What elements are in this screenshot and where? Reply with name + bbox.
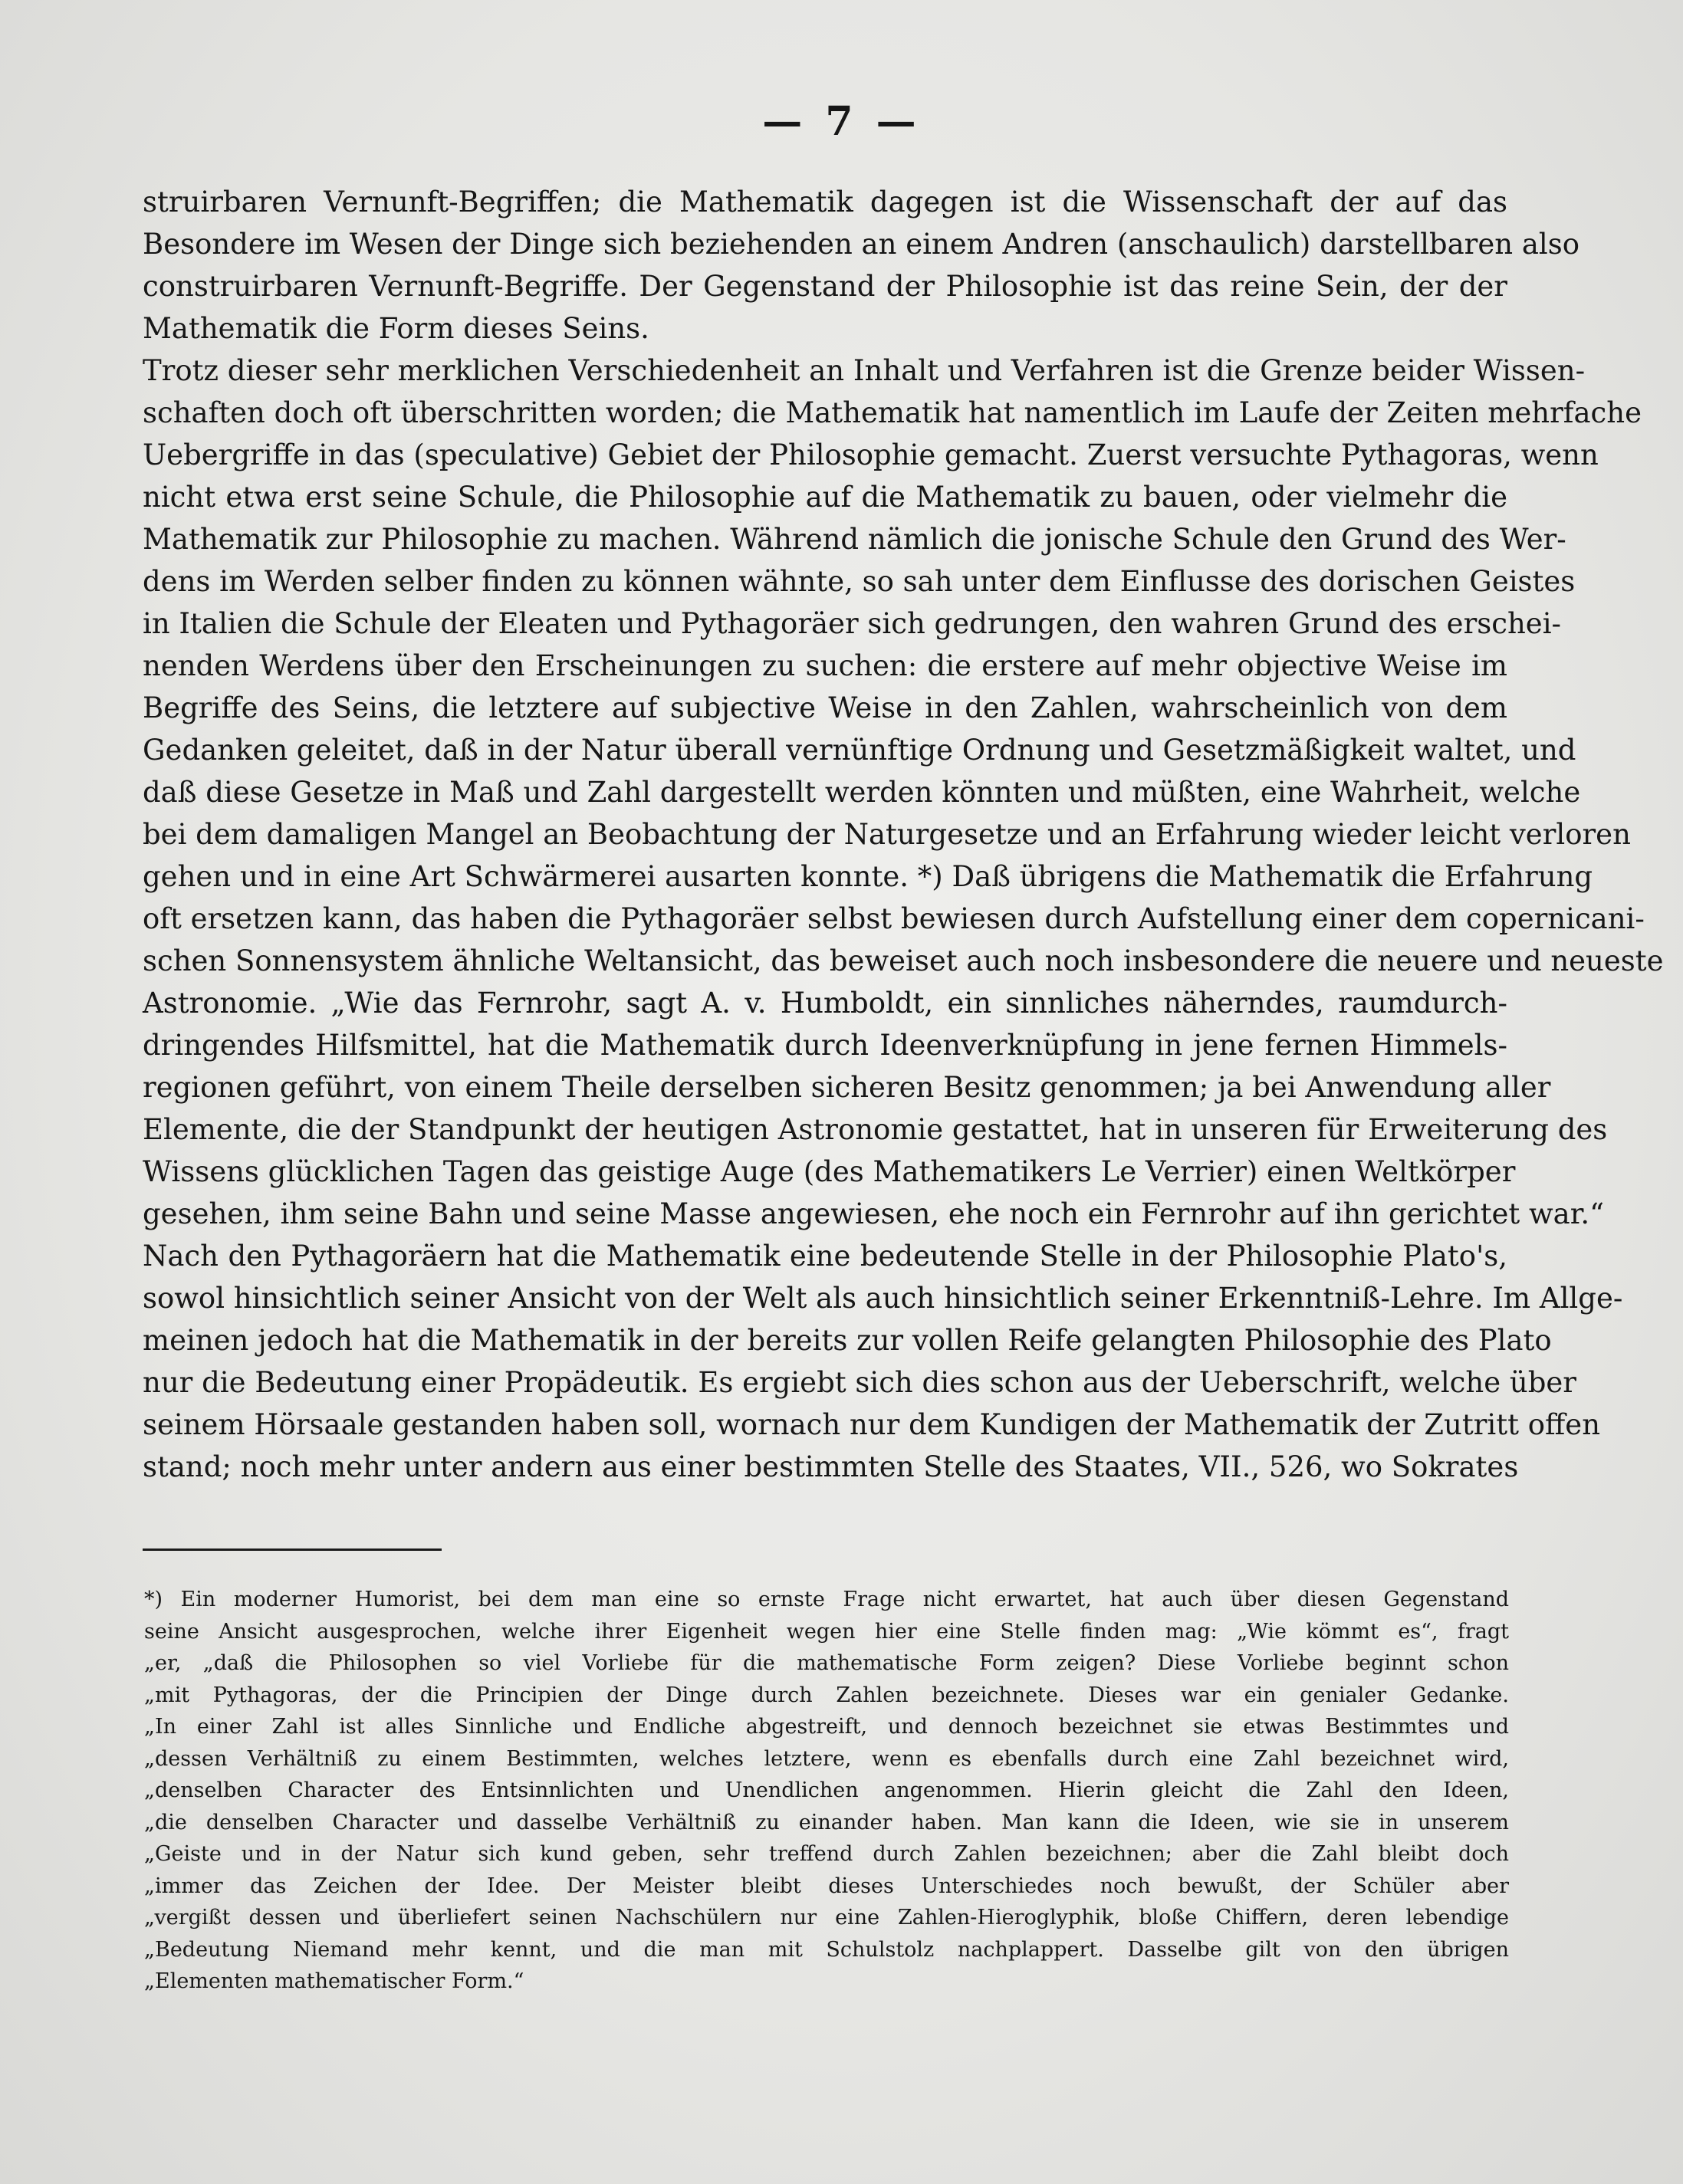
footnote-line: „denselben Character des Entsinnlichten und Unendlichen angenommen. Hierin gleicht die Zahl den Ideen, xyxy=(144,1778,1509,1802)
footnote-line: *) Ein moderner Humorist, bei dem man eine so ernste Frage nicht erwartet, hat auch über diesen Gegenstand xyxy=(144,1588,1509,1611)
text-line: nenden Werdens über den Erscheinungen zu suchen: die erstere auf mehr objective Weise im xyxy=(143,649,1507,682)
footnote-line: „vergißt dessen und überliefert seinen Nachschülern nur eine Zahlen-Hieroglyphik, bloße Chiffern, deren lebendige xyxy=(144,1906,1509,1929)
footnote-line: „Geiste und in der Natur sich kund geben, sehr treffend durch Zahlen bezeichnen; aber die Zahl bleibt doch xyxy=(144,1842,1509,1866)
text-line: Mathematik zur Philosophie zu machen. Während nämlich die jonische Schule den Grund des Wer- xyxy=(143,523,1566,556)
footnote-line: „Bedeutung Niemand mehr kennt, und die man mit Schulstolz nachplappert. Dasselbe gilt von den übrigen xyxy=(144,1937,1509,1962)
text-line: dringendes Hilfsmittel, hat die Mathematik durch Ideenverknüpfung in jene fernen Himmels- xyxy=(143,1029,1507,1062)
text-line: schen Sonnensystem ähnliche Weltansicht, das beweiset auch noch insbesondere die neuere und neueste xyxy=(143,944,1664,977)
text-line: oft ersetzen kann, das haben die Pythagoräer selbst bewiesen durch Aufstellung einer dem copernicani- xyxy=(143,902,1645,935)
main-text xyxy=(143,181,1664,1488)
footnote-divider xyxy=(143,1549,442,1551)
text-line: nur die Bedeutung einer Propädeutik. Es ergiebt sich dies schon aus der Ueberschrift, welche über xyxy=(143,1366,1576,1399)
text-line: Nach den Pythagoräern hat die Mathematik eine bedeutende Stelle in der Philosophie Plato's, xyxy=(143,1240,1507,1273)
text-line: schaften doch oft überschritten worden; die Mathematik hat namentlich im Laufe der Zeiten mehrfache xyxy=(143,396,1642,429)
text-line: Trotz dieser sehr merklichen Verschiedenheit an Inhalt und Verfahren ist die Grenze beider Wissen- xyxy=(143,354,1586,387)
footnote-line: „er, „daß die Philosophen so viel Vorliebe für die mathematische Form zeigen? Diese Vorliebe beginnt schon xyxy=(144,1651,1509,1675)
text-line: bei dem damaligen Mangel an Beobachtung der Naturgesetze und an Erfahrung wieder leicht verloren xyxy=(143,818,1631,851)
text-line: Wissens glücklichen Tagen das geistige Auge (des Mathematikers Le Verrier) einen Weltkörper xyxy=(143,1155,1516,1188)
text-line: Elemente, die der Standpunkt der heutigen Astronomie gestattet, hat in unseren für Erweiterung des xyxy=(143,1113,1608,1146)
text-line: daß diese Gesetze in Maß und Zahl dargestellt werden könnten und müßten, eine Wahrheit, welche xyxy=(143,776,1581,809)
footnote-line: „Elementen mathematischer Form.“ xyxy=(144,1969,524,1993)
footnote xyxy=(144,1584,1509,1998)
footnote-line: „die denselben Character und dasselbe Verhältniß zu einander haben. Man kann die Ideen, wie sie in unserem xyxy=(144,1810,1509,1834)
text-line: stand; noch mehr unter andern aus einer bestimmten Stelle des Staates, VII., 526, wo Sokrates xyxy=(143,1450,1519,1483)
footnote-line: „In einer Zahl ist alles Sinnliche und Endliche abgestreift, und dennoch bezeichnet sie etwas Bestimmtes und xyxy=(144,1715,1509,1739)
text-line: gesehen, ihm seine Bahn und seine Masse angewiesen, ehe noch ein Fernrohr auf ihn gerichtet war.“ xyxy=(143,1197,1605,1230)
text-line: seinem Hörsaale gestanden haben soll, wornach nur dem Kundigen der Mathematik der Zutritt offen xyxy=(143,1408,1601,1441)
text-line: regionen geführt, von einem Theile derselben sicheren Besitz genommen; ja bei Anwendung aller xyxy=(143,1071,1551,1104)
text-line: Mathematik die Form dieses Seins. xyxy=(143,312,649,345)
text-line: nicht etwa erst seine Schule, die Philosophie auf die Mathematik zu bauen, oder vielmehr die xyxy=(143,481,1507,514)
text-line: Uebergriffe in das (speculative) Gebiet der Philosophie gemacht. Zuerst versuchte Pythagoras, wenn xyxy=(143,438,1599,471)
text-line: dens im Werden selber finden zu können wähnte, so sah unter dem Einflusse des dorischen Geistes xyxy=(143,565,1576,598)
text-line: sowol hinsichtlich seiner Ansicht von der Welt als auch hinsichtlich seiner Erkenntniß-Lehre. Im Allge- xyxy=(143,1282,1623,1315)
text-line: Gedanken geleitet, daß in der Natur überall vernünftige Ordnung und Gesetzmäßigkeit waltet, und xyxy=(143,734,1576,767)
text-line: meinen jedoch hat die Mathematik in der bereits zur vollen Reife gelangten Philosophie des Plato xyxy=(143,1324,1552,1357)
footnote-line: seine Ansicht ausgesprochen, welche ihrer Eigenheit wegen hier eine Stelle finden mag: „Wie kömmt es“, fragt xyxy=(144,1619,1509,1644)
text-line: in Italien die Schule der Eleaten und Pythagoräer sich gedrungen, den wahren Grund des erschei- xyxy=(143,607,1562,640)
page-number: — 7 — xyxy=(762,98,921,145)
text-line: Astronomie. „Wie das Fernrohr, sagt A. v. Humboldt, ein sinnliches näherndes, raumdurch- xyxy=(143,987,1507,1020)
footnote-line: „immer das Zeichen der Idee. Der Meister bleibt dieses Unterschiedes noch bewußt, der Schüler aber xyxy=(144,1874,1509,1898)
text-line: Begriffe des Seins, die letztere auf subjective Weise in den Zahlen, wahrscheinlich von dem xyxy=(143,691,1507,724)
text-line: struirbaren Vernunft-Begriffen; die Mathematik dagegen ist die Wissenschaft der auf das xyxy=(143,186,1507,218)
text-line: Besondere im Wesen der Dinge sich beziehenden an einem Andren (anschaulich) darstellbaren also xyxy=(143,228,1579,261)
text-line: construirbaren Vernunft-Begriffe. Der Gegenstand der Philosophie ist das reine Sein, der der xyxy=(143,270,1507,303)
footnote-line: „dessen Verhältniß zu einem Bestimmten, welches letztere, wenn es ebenfalls durch eine Zahl bezeichnet wird, xyxy=(144,1746,1509,1771)
footnote-line: „mit Pythagoras, der die Principien der Dinge durch Zahlen bezeichnete. Dieses war ein genialer Gedanke. xyxy=(144,1683,1509,1707)
text-line: gehen und in eine Art Schwärmerei ausarten konnte. *) Daß übrigens die Mathematik die Erfahrung xyxy=(143,860,1593,893)
